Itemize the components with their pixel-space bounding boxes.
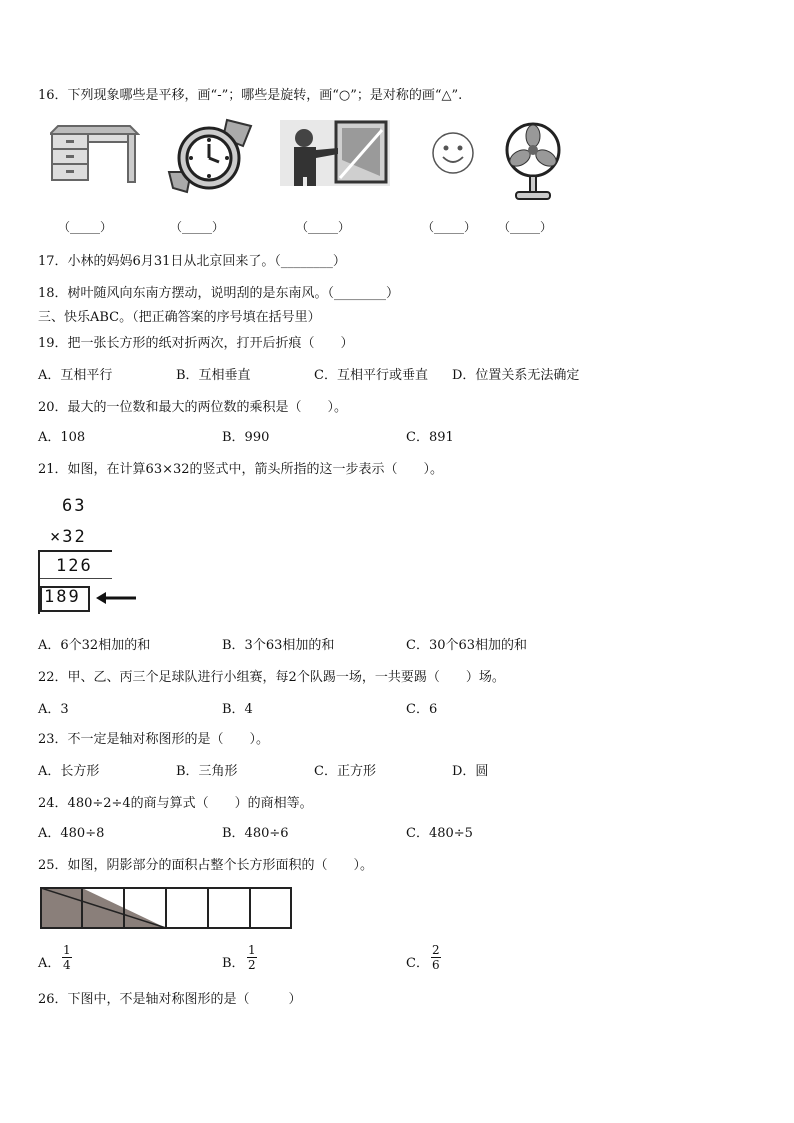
q19-option-a[interactable]: A．互相平行 — [38, 368, 113, 383]
q23-option-c[interactable]: C．正方形 — [314, 764, 376, 779]
q24-option-a[interactable]: A．480÷8 — [38, 826, 105, 841]
question-18-text: 18．树叶随风向东南方摆动，说明刮的是东南风。（________） — [38, 286, 400, 301]
fraction-denominator: 6 — [432, 958, 440, 972]
fraction-numerator: 1 — [63, 943, 71, 957]
question-16-text: 16．下列现象哪些是平移，画“-”；哪些是旋转，画“○”；是对称的画“△”. — [38, 88, 463, 103]
calc-multiplier: ×32 — [50, 527, 87, 547]
smiley-face-image — [430, 130, 476, 176]
calc-row-line — [40, 578, 112, 579]
question-20-text: 20．最大的一位数和最大的两位数的乘积是（ ）。 — [38, 400, 348, 415]
q21-option-a[interactable]: A．6个32相加的和 — [38, 638, 151, 653]
answer-blank-1[interactable]: （_____） — [58, 220, 113, 234]
fraction-numerator: 2 — [432, 943, 440, 957]
arrow-left-icon — [96, 590, 136, 606]
q23-option-a[interactable]: A．长方形 — [38, 764, 100, 779]
answer-blank-4[interactable]: （_____） — [422, 220, 477, 234]
q20-option-c[interactable]: C．891 — [406, 430, 454, 445]
q25-option-a-fraction — [62, 943, 72, 972]
question-25-text: 25．如图，阴影部分的面积占整个长方形面积的（ ）。 — [38, 858, 374, 873]
q23-option-b[interactable]: B．三角形 — [176, 764, 238, 779]
fraction-denominator: 2 — [248, 958, 256, 972]
q21-option-c[interactable]: C．30个63相加的和 — [406, 638, 528, 653]
electric-fan-image — [500, 122, 566, 202]
fraction-denominator: 4 — [63, 958, 71, 972]
answer-blank-2[interactable]: （_____） — [170, 220, 225, 234]
q23-option-d[interactable]: D．圆 — [452, 764, 489, 779]
q25-option-b-letter[interactable]: B． — [222, 956, 245, 971]
q22-option-a[interactable]: A．3 — [38, 702, 69, 717]
calc-partial-product-2: 189 — [44, 587, 81, 607]
q24-option-b[interactable]: B．480÷6 — [222, 826, 289, 841]
section-3-heading: 三、快乐ABC。（把正确答案的序号填在括号里） — [38, 310, 321, 325]
question-23-text: 23．不一定是轴对称图形的是（ ）。 — [38, 732, 270, 747]
question-17-text: 17．小林的妈妈6月31日从北京回来了。（________） — [38, 254, 346, 269]
question-22-text: 22．甲、乙、丙三个足球队进行小组赛，每2个队踢一场，一共要踢（ ）场。 — [38, 670, 505, 685]
q20-option-a[interactable]: A．108 — [38, 430, 86, 445]
fraction-numerator: 1 — [248, 943, 256, 957]
answer-blank-3[interactable]: （_____） — [296, 220, 351, 234]
q20-option-b[interactable]: B．990 — [222, 430, 270, 445]
q24-option-c[interactable]: C．480÷5 — [406, 826, 473, 841]
question-26-text: 26．下图中，不是轴对称图形的是（ ） — [38, 992, 302, 1007]
q25-option-b-fraction — [247, 943, 257, 972]
question-21-text: 21．如图，在计算63×32的竖式中，箭头所指的这一步表示（ ）。 — [38, 462, 444, 477]
watch-image — [165, 116, 257, 196]
q19-option-d[interactable]: D．位置关系无法确定 — [452, 368, 580, 383]
desk-image — [50, 120, 140, 186]
calc-left-border — [38, 550, 40, 614]
push-window-image — [280, 120, 390, 186]
q22-option-c[interactable]: C．6 — [406, 702, 438, 717]
answer-blank-5[interactable]: （_____） — [498, 220, 553, 234]
shaded-rectangle-figure — [40, 886, 292, 930]
q19-option-c[interactable]: C．互相平行或垂直 — [314, 368, 428, 383]
question-24-text: 24．480÷2÷4的商与算式（ ）的商相等。 — [38, 796, 313, 811]
q25-option-c-letter[interactable]: C． — [406, 956, 429, 971]
calc-partial-product-1: 126 — [56, 556, 93, 576]
calc-multiplicand: 63 — [62, 496, 87, 516]
q21-option-b[interactable]: B．3个63相加的和 — [222, 638, 335, 653]
calc-divider-line — [40, 550, 112, 552]
question-19-text: 19．把一张长方形的纸对折两次，打开后折痕（ ） — [38, 336, 354, 351]
q25-option-c-fraction — [431, 943, 441, 972]
q22-option-b[interactable]: B．4 — [222, 702, 253, 717]
q19-option-b[interactable]: B．互相垂直 — [176, 368, 251, 383]
q25-option-a-letter[interactable]: A． — [38, 956, 61, 971]
